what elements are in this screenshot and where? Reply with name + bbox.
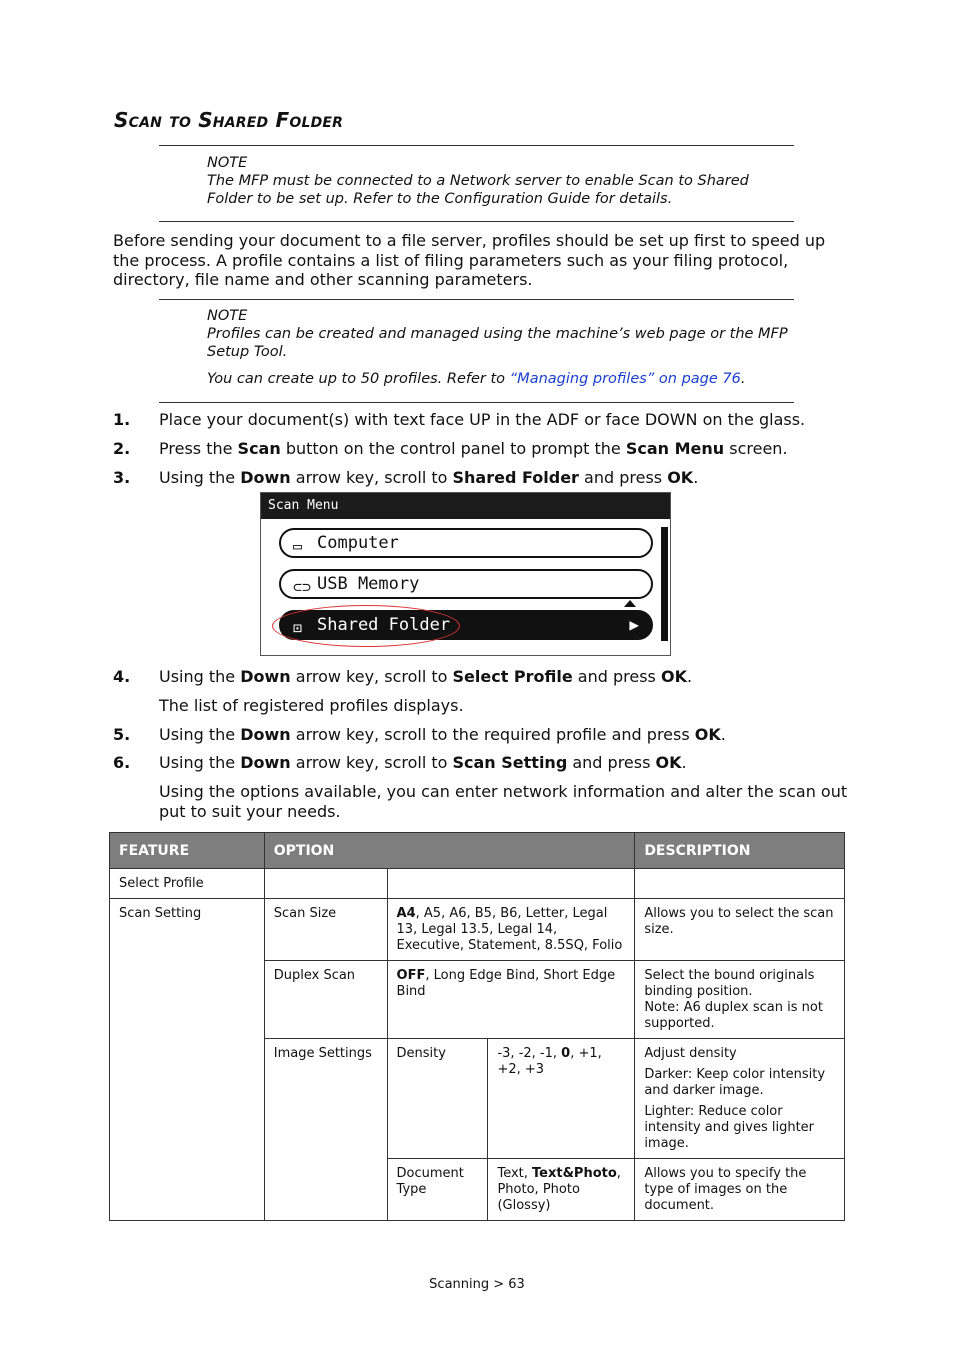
- option-cell: Duplex Scan: [264, 961, 387, 1039]
- step-text-part: Using the: [159, 753, 241, 772]
- step-keyword: Down: [240, 725, 291, 744]
- managing-profiles-link[interactable]: “Managing profiles” on page 76: [509, 371, 741, 387]
- table-row: [110, 899, 845, 961]
- step-text-part: arrow key, scroll to: [290, 667, 453, 686]
- intro-line: directory, file name and other scanning parameters.: [113, 270, 533, 289]
- note-text-line: Folder to be set up. Refer to the Configuration Guide for details.: [207, 191, 673, 207]
- values-cell: [488, 1039, 635, 1159]
- default-value: OFF: [396, 968, 426, 983]
- step-note-line: put to suit your needs.: [159, 802, 341, 821]
- step-number: 6.: [113, 753, 131, 772]
- note-text: .: [740, 371, 746, 387]
- values-text: , A5, A6, B5, B6, Letter, Legal 13, Legal 13.5, Legal 14, Executive, Statement, 8.5SQ, Folio: [396, 906, 623, 953]
- step-text-part: .: [720, 725, 726, 744]
- step-text: Place your document(s) with text face UP in the ADF or face DOWN on the glass.: [159, 410, 806, 429]
- play-arrow-icon: ▶: [629, 615, 639, 634]
- step-number: 5.: [113, 725, 131, 744]
- scan-settings-table: [109, 832, 845, 1221]
- scrollbar[interactable]: [661, 527, 668, 641]
- step-text-part: and press: [572, 667, 661, 686]
- screen-title: Scan Menu: [261, 493, 670, 519]
- scrollbar-thumb[interactable]: [662, 528, 667, 640]
- step-text-part: .: [686, 667, 693, 686]
- shared-folder-icon: ⊡: [293, 619, 303, 637]
- step-text-part: arrow key, scroll to the required profile and press: [290, 725, 695, 744]
- feature-cell: Scan Setting: [110, 899, 265, 1221]
- step-text-part: and press: [567, 753, 656, 772]
- default-value: 0: [561, 1046, 571, 1061]
- values-cell: [387, 899, 635, 961]
- intro-paragraph: [113, 231, 843, 290]
- description-text: Adjust density: [644, 1046, 737, 1061]
- step-text: [159, 468, 698, 488]
- step-keyword: Down: [240, 667, 291, 686]
- step-keyword: OK: [667, 468, 694, 487]
- values-text: , Photo, Photo (Glossy): [497, 1166, 621, 1213]
- step-keyword: Shared Folder: [452, 468, 579, 487]
- step-number: 3.: [113, 468, 131, 487]
- step-keyword: Scan: [237, 439, 281, 458]
- note-box: [207, 154, 749, 208]
- computer-icon: ▭: [293, 537, 303, 555]
- empty-cell: [387, 869, 635, 899]
- suboption-cell: Document Type: [387, 1159, 488, 1221]
- step-keyword: Down: [240, 753, 291, 772]
- step-text-part: Using the: [159, 725, 241, 744]
- step-text-part: arrow key, scroll to: [290, 468, 453, 487]
- values-text: , Long Edge Bind, Short Edge Bind: [396, 968, 616, 999]
- option-cell: Scan Size: [264, 899, 387, 961]
- header-description: DESCRIPTION: [635, 833, 845, 869]
- usb-icon: ⊂⊃: [293, 578, 312, 596]
- values-cell: [387, 961, 635, 1039]
- suboption-cell: Density: [387, 1039, 488, 1159]
- note-label: NOTE: [207, 155, 248, 171]
- menu-item-label: Shared Folder: [317, 615, 451, 635]
- divider: [159, 145, 794, 146]
- table-row: [110, 869, 845, 899]
- description-cell: Allows you to specify the type of images on the document.: [635, 1159, 845, 1221]
- divider: [159, 402, 794, 403]
- divider: [159, 221, 794, 222]
- values-text: -3, -2, -1,: [497, 1046, 562, 1061]
- scroll-up-icon: [624, 600, 636, 607]
- description-text: Select the bound originals binding position.: [644, 968, 815, 999]
- page-title: Scan to Shared Folder: [114, 108, 344, 132]
- table-header-row: [110, 833, 845, 869]
- menu-item-computer[interactable]: [279, 528, 653, 558]
- note-box: [207, 307, 788, 388]
- step-keyword: OK: [694, 725, 721, 744]
- step-text: [159, 439, 788, 459]
- default-value: A4: [396, 906, 416, 921]
- header-feature: FEATURE: [110, 833, 265, 869]
- step-4-note: The list of registered profiles displays.: [159, 696, 464, 715]
- header-option: OPTION: [264, 833, 635, 869]
- note-text: You can create up to 50 profiles. Refer to: [207, 371, 510, 387]
- feature-cell: Select Profile: [110, 869, 265, 899]
- step-keyword: Select Profile: [452, 667, 573, 686]
- page-footer: Scanning > 63: [429, 1277, 525, 1292]
- step-text: [159, 725, 726, 745]
- step-keyword: Scan Setting: [452, 753, 568, 772]
- menu-item-label: Computer: [317, 533, 399, 553]
- description-cell: [635, 961, 845, 1039]
- description-cell: Allows you to select the scan size.: [635, 899, 845, 961]
- step-number: 2.: [113, 439, 131, 458]
- empty-cell: [264, 869, 387, 899]
- description-text: Note: A6 duplex scan is not supported.: [644, 1000, 823, 1031]
- step-text-part: arrow key, scroll to: [290, 753, 453, 772]
- option-cell: Image Settings: [264, 1039, 387, 1221]
- intro-line: the process. A profile contains a list of filing parameters such as your filing protocol,: [113, 250, 789, 270]
- step-text-part: Using the: [159, 468, 241, 487]
- values-cell: [488, 1159, 635, 1221]
- step-keyword: Down: [240, 468, 291, 487]
- step-text-part: .: [693, 468, 699, 487]
- note-text-line: Setup Tool.: [207, 344, 288, 360]
- intro-line: Before sending your document to a file server, profiles should be set up first to speed up: [113, 231, 826, 250]
- step-text: [159, 753, 687, 773]
- values-text: , +1, +2, +3: [497, 1046, 602, 1077]
- default-value: Text&Photo: [532, 1166, 617, 1181]
- step-note-line: Using the options available, you can enter network information and alter the scan out: [159, 782, 848, 801]
- step-keyword: OK: [655, 753, 682, 772]
- step-text-part: Using the: [159, 667, 241, 686]
- step-number: 1.: [113, 410, 131, 429]
- step-keyword: OK: [660, 667, 687, 686]
- step-text-part: button on the control panel to prompt the: [280, 439, 626, 458]
- values-text: Text,: [497, 1166, 533, 1181]
- description-text: Darker: Keep color intensity and darker image.: [644, 1067, 826, 1098]
- description-text: Lighter: Reduce color intensity and gives lighter image.: [644, 1104, 815, 1151]
- step-text: [159, 667, 692, 687]
- note-text-line: The MFP must be connected to a Network server to enable Scan to Shared: [207, 173, 749, 189]
- step-text-part: screen.: [724, 439, 788, 458]
- menu-item-usb-memory[interactable]: [279, 569, 653, 599]
- step-6-note: [159, 782, 847, 822]
- step-text-part: and press: [578, 468, 668, 487]
- highlight-circle: [272, 605, 460, 647]
- note-text-line: Profiles can be created and managed using the machine’s web page or the MFP: [207, 326, 788, 342]
- divider: [159, 299, 794, 300]
- step-text-part: .: [681, 753, 687, 772]
- step-text-part: Press the: [159, 439, 238, 458]
- step-keyword: Scan Menu: [625, 439, 725, 458]
- note-label: NOTE: [207, 308, 248, 324]
- step-number: 4.: [113, 667, 131, 686]
- menu-item-label: USB Memory: [317, 574, 420, 594]
- empty-cell: [635, 869, 845, 899]
- description-cell: [635, 1039, 845, 1159]
- note-text-line: [207, 370, 788, 388]
